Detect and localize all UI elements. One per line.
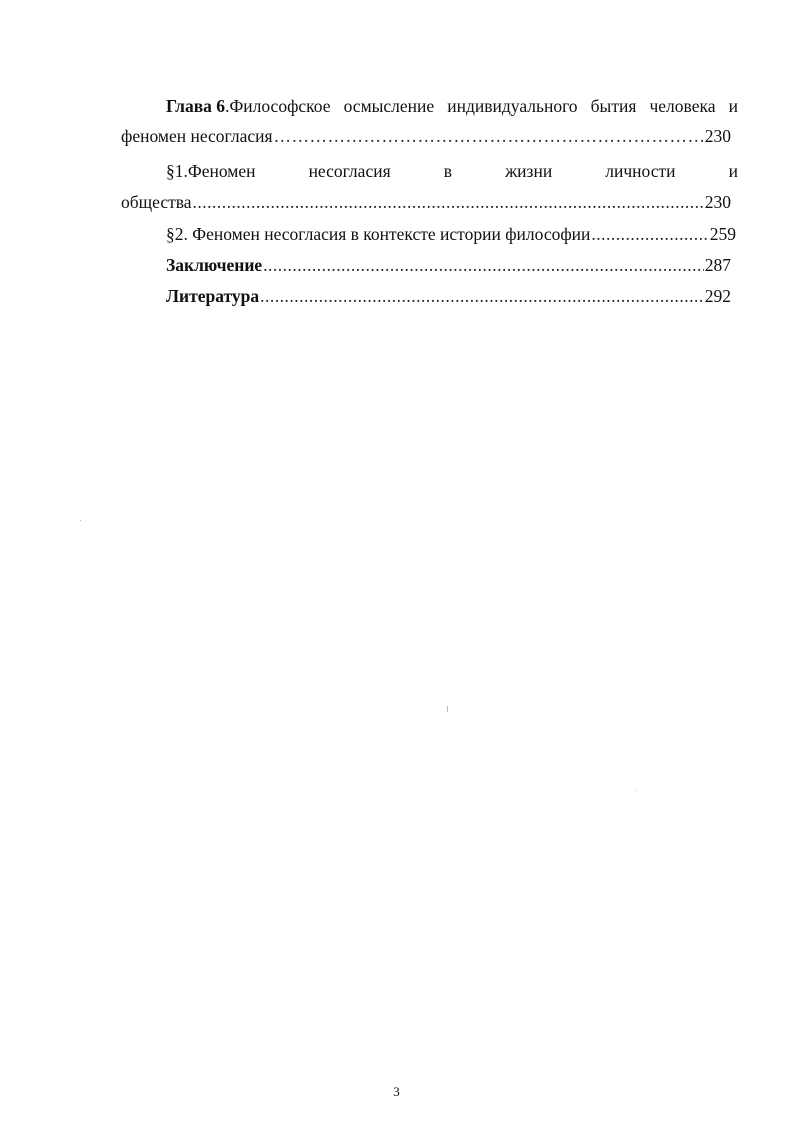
chapter6-word-1: осмысление	[343, 96, 435, 116]
dot-leader	[193, 190, 704, 214]
section1-word-4: личности	[605, 161, 676, 181]
toc-chapter6-line2	[121, 124, 731, 148]
toc-chapter6-heading	[166, 94, 331, 118]
section1-word-3: жизни	[505, 161, 553, 181]
toc-chapter6-line1	[166, 94, 738, 118]
literature-title: Литература	[166, 286, 260, 306]
chapter6-word-5: и	[728, 96, 738, 116]
conclusion-page-number: 287	[704, 255, 731, 275]
chapter6-label: Глава 6	[166, 96, 226, 116]
chapter6-word-0: .Философское	[225, 96, 331, 116]
toc-section1-line2	[121, 190, 731, 214]
scan-speck	[447, 706, 448, 712]
dot-leader	[263, 253, 704, 277]
chapter6-word-4: человека	[649, 96, 716, 116]
dot-leader	[260, 284, 704, 308]
chapter6-page-number: 230	[704, 126, 731, 146]
scan-speck	[80, 520, 81, 521]
chapter6-word-3: бытия	[590, 96, 637, 116]
dot-leader	[274, 124, 704, 148]
section1-word-1: несогласия	[308, 161, 391, 181]
section2-title: §2. Феномен несогласия в контексте истории философии	[166, 224, 591, 244]
scan-speck	[636, 790, 637, 791]
section1-word-5: и	[728, 161, 738, 181]
page-number: 3	[393, 1084, 400, 1099]
literature-page-number: 292	[704, 286, 731, 306]
toc-section1-line1	[166, 159, 738, 183]
toc-literature	[166, 284, 731, 308]
dot-leader	[591, 222, 708, 246]
chapter6-word-2: индивидуального	[447, 96, 578, 116]
conclusion-title: Заключение	[166, 255, 263, 275]
toc-section2	[166, 222, 736, 246]
toc-conclusion	[166, 253, 731, 277]
chapter6-title-end: феномен несогласия	[121, 126, 273, 146]
section2-page-number: 259	[709, 224, 736, 244]
section1-word-0: §1.Феномен	[166, 161, 256, 181]
section1-word-2: в	[443, 161, 452, 181]
section1-title-end: общества	[121, 192, 192, 212]
section1-page-number: 230	[704, 192, 731, 212]
